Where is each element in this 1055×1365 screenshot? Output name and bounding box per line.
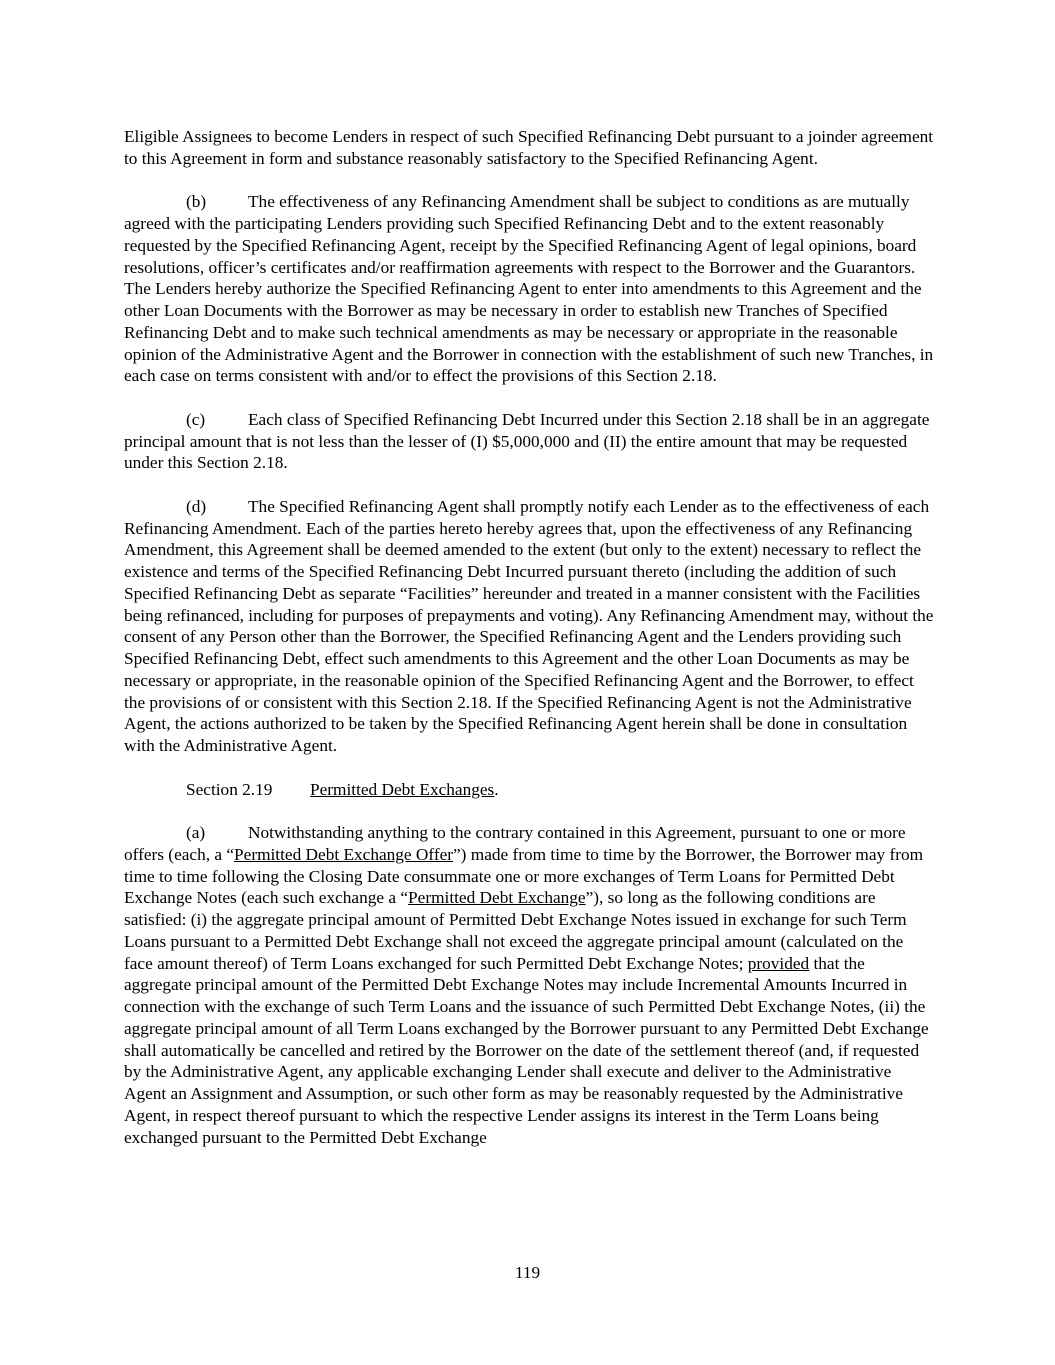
- provided-term: provided: [747, 953, 810, 973]
- paragraph-label: (b): [186, 192, 207, 212]
- paragraph-text: Notwithstanding anything to the contrary contained in this Agreement, pursuant to one or more offers (each, a “: [124, 823, 906, 864]
- paragraph-intro: Eligible Assignees to become Lenders in respect of such Specified Refinancing Debt pursuant to a joinder agreement to this Agreement in form and substance reasonably satisfactory to the Specified Refinancing Agent.: [124, 127, 934, 168]
- paragraph-text: ”) made from time to time by the Borrower, the Borrower may from time to time following the Closing Date consummate one or more exchanges of Term Loans for Permitted Debt Exchange Notes (each such exchange a “: [124, 844, 924, 908]
- page-number: 119: [514, 1263, 541, 1282]
- defined-term-exchange-offer: Permitted Debt Exchange Offer: [234, 844, 454, 864]
- paragraph-d: [124, 496, 934, 757]
- section-title-punct: .: [494, 779, 499, 799]
- paragraph-text: The effectiveness of any Refinancing Amendment shall be subject to conditions as are mutually agreed with the participating Lenders providing such Specified Refinancing Debt and to the extent reasonably requested by the Specified Refinancing Agent, receipt by the Specified Refinancing Agent of legal opinions, board resolutions, officer’s certificates and/or reaffirmation agreements with respect to the Borrower and the Guarantors. The Lenders hereby authorize the Specified Refinancing Agent to enter into amendments to this Agreement and the other Loan Documents with the Borrower as may be necessary in order to establish new Tranches of Specified Refinancing Debt and to make such technical amendments as may be necessary or appropriate in the reasonable opinion of the Administrative Agent and the Borrower in connection with the establishment of such new Tranches, in each case on terms consistent with and/or to effect the provisions of this Section 2.18.: [124, 192, 934, 386]
- paragraph-label: (d): [186, 496, 207, 516]
- paragraph-label: (a): [186, 823, 206, 842]
- paragraph-text: Each class of Specified Refinancing Debt Incurred under this Section 2.18 shall be in an aggregate principal amount that is not less than the lesser of (I) $5,000,000 and (II) the entire amount that may be requested under this Section 2.18.: [124, 409, 930, 473]
- paragraph-text: The Specified Refinancing Agent shall promptly notify each Lender as to the effectiveness of each Refinancing Amendment. Each of the parties hereto hereby agrees that, upon the effectiveness of any Refinancing Amendment, this Agreement shall be deemed amended to the extent (but only to the extent) necessary to reflect the existence and terms of the Specified Refinancing Debt Incurred pursuant thereto (including the addition of such Specified Refinancing Debt as separate “Facilities” hereunder and treated in a manner consistent with the Facilities being refinanced, including for purposes of prepayments and voting). Any Refinancing Amendment may, without the consent of any Person other than the Borrower, the Specified Refinancing Agent and the Lenders providing such Specified Refinancing Debt, effect such amendments to this Agreement and the other Loan Documents as may be necessary or appropriate, in the reasonable opinion of the Specified Refinancing Agent and the Borrower, to effect the provisions of or consistent with this Section 2.18. If the Specified Refinancing Agent is not the Administrative Agent, the actions authorized to be taken by the Specified Refinancing Agent herein shall be done in consultation with the Administrative Agent.: [124, 496, 934, 755]
- section-heading: [124, 779, 934, 801]
- paragraph-a: [124, 822, 934, 1148]
- section-number: Section 2.19: [186, 779, 273, 799]
- paragraph-text: ”), so long as the following conditions are satisfied: (i) the aggregate principal amount of Permitted Debt Exchange Notes issued in exchange for such Term Loans pursuant to a Permitted Debt Exchange shall not exceed the aggregate principal amount (calculated on the face amount thereof) of Term Loans exchanged for such Permitted Debt Exchange Notes;: [124, 888, 907, 973]
- defined-term-exchange: Permitted Debt Exchange: [408, 888, 586, 908]
- section-title: Permitted Debt Exchanges: [310, 779, 495, 799]
- paragraph-text: that the aggregate principal amount of the Permitted Debt Exchange Notes may include Incremental Amounts Incurred in connection with the exchange of such Term Loans and the issuance of such Permitted Debt Exchange Notes, (ii) the aggregate principal amount of all Term Loans exchanged by the Borrower pursuant to any Permitted Debt Exchange shall automatically be cancelled and retired by the Borrower on the date of the settlement thereof (and, if requested by the Administrative Agent, any applicable exchanging Lender shall execute and deliver to the Administrative Agent an Assignment and Assumption, or such other form as may be reasonably requested by the Administrative Agent, in respect thereof pursuant to which the respective Lender assigns its interest in the Term Loans being exchanged pursuant to the Permitted Debt Exchange: [124, 953, 929, 1147]
- paragraph-b: [124, 191, 934, 387]
- paragraph-label: (c): [186, 409, 206, 429]
- paragraph-c: [124, 409, 934, 474]
- document-page: [124, 126, 934, 1170]
